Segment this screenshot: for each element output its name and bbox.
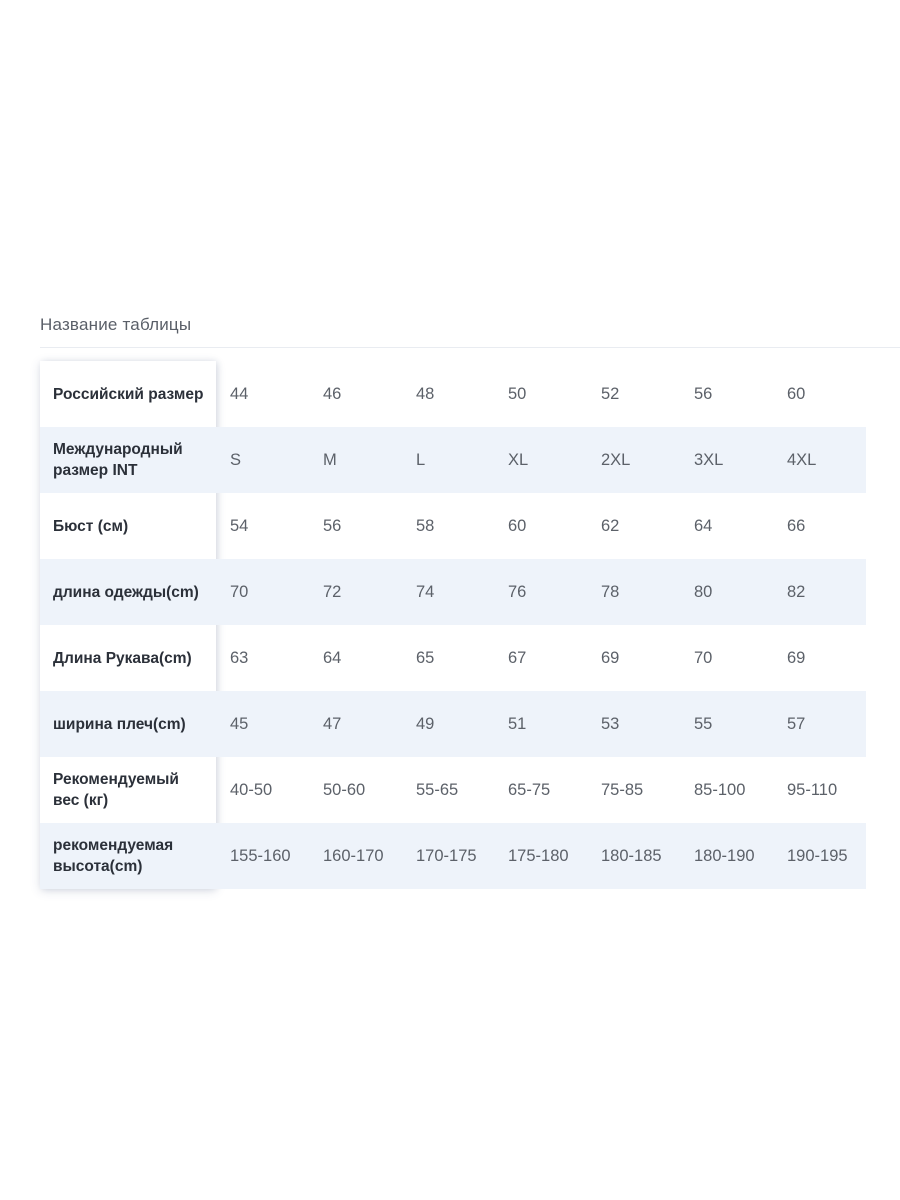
- table-cell: 67: [508, 648, 527, 667]
- table-cell: 63: [230, 648, 249, 667]
- table-cell: 46: [323, 384, 342, 403]
- table-cell: 48: [416, 384, 435, 403]
- table-cell: 75-85: [601, 780, 644, 799]
- row-label: Длина Рукава(cm): [53, 649, 192, 667]
- table-cell: 82: [787, 582, 806, 601]
- table-cell: 49: [416, 714, 435, 733]
- table-cell: 65-75: [508, 780, 551, 799]
- size-chart-table: [40, 361, 866, 889]
- table-cell: 80: [694, 582, 713, 601]
- row-label: рекомендуемая высота(cm): [53, 837, 174, 875]
- table-cell: 54: [230, 516, 249, 535]
- table-cell: L: [416, 450, 426, 469]
- table-cell: 56: [323, 516, 342, 535]
- table-cell: 57: [787, 714, 806, 733]
- table-row: [40, 493, 866, 559]
- table-cell: 78: [601, 582, 620, 601]
- row-label: Российский размер: [53, 385, 204, 403]
- row-label: Международный размер INT: [53, 441, 183, 479]
- table-cell: 76: [508, 582, 527, 601]
- table-cell: 55-65: [416, 780, 459, 799]
- table-cell: 155-160: [230, 846, 291, 865]
- table-cell: 3XL: [694, 450, 724, 469]
- table-cell: 51: [508, 714, 527, 733]
- table-cell: 52: [601, 384, 620, 403]
- table-cell: 95-110: [787, 780, 838, 799]
- table-cell: 50: [508, 384, 527, 403]
- table-cell: 47: [323, 714, 342, 733]
- row-label: Бюст (см): [53, 517, 129, 535]
- table-row: [40, 625, 866, 691]
- table-cell: XL: [508, 450, 529, 469]
- table-cell: 160-170: [323, 846, 384, 865]
- table-cell: 175-180: [508, 846, 569, 865]
- table-cell: 50-60: [323, 780, 366, 799]
- table-row: [40, 361, 866, 427]
- table-cell: 55: [694, 714, 713, 733]
- table-cell: S: [230, 450, 242, 469]
- row-label: ширина плеч(cm): [53, 715, 186, 733]
- table-cell: 66: [787, 516, 806, 535]
- table-cell: 64: [323, 648, 342, 667]
- table-cell: 72: [323, 582, 342, 601]
- table-row: [40, 559, 866, 625]
- table-cell: M: [323, 450, 337, 469]
- table-cell: 60: [787, 384, 806, 403]
- table-cell: 190-195: [787, 846, 848, 865]
- table-cell: 170-175: [416, 846, 477, 865]
- table-cell: 180-190: [694, 846, 755, 865]
- table-cell: 70: [694, 648, 713, 667]
- table-cell: 56: [694, 384, 713, 403]
- table-cell: 2XL: [601, 450, 631, 469]
- table-cell: 45: [230, 714, 249, 733]
- table-cell: 70: [230, 582, 249, 601]
- table-cell: 64: [694, 516, 713, 535]
- table-cell: 85-100: [694, 780, 746, 799]
- table-cell: 44: [230, 384, 249, 403]
- table-cell: 53: [601, 714, 620, 733]
- table-cell: 65: [416, 648, 435, 667]
- table-cell: 69: [787, 648, 806, 667]
- table-cell: 69: [601, 648, 620, 667]
- table-cell: 62: [601, 516, 620, 535]
- table-cell: 40-50: [230, 780, 273, 799]
- table-cell: 60: [508, 516, 527, 535]
- table-cell: 180-185: [601, 846, 662, 865]
- table-cell: 74: [416, 582, 435, 601]
- table-row: [40, 427, 866, 493]
- table-cell: 58: [416, 516, 435, 535]
- table-row: [40, 691, 866, 757]
- table-cell: 4XL: [787, 450, 817, 469]
- row-label: длина одежды(cm): [53, 583, 199, 601]
- row-label: Рекомендуемый вес (кг): [53, 771, 179, 809]
- table-row: [40, 823, 866, 889]
- table-title: Название таблицы: [40, 315, 192, 334]
- title-divider: [40, 347, 900, 348]
- table-row: [40, 757, 866, 823]
